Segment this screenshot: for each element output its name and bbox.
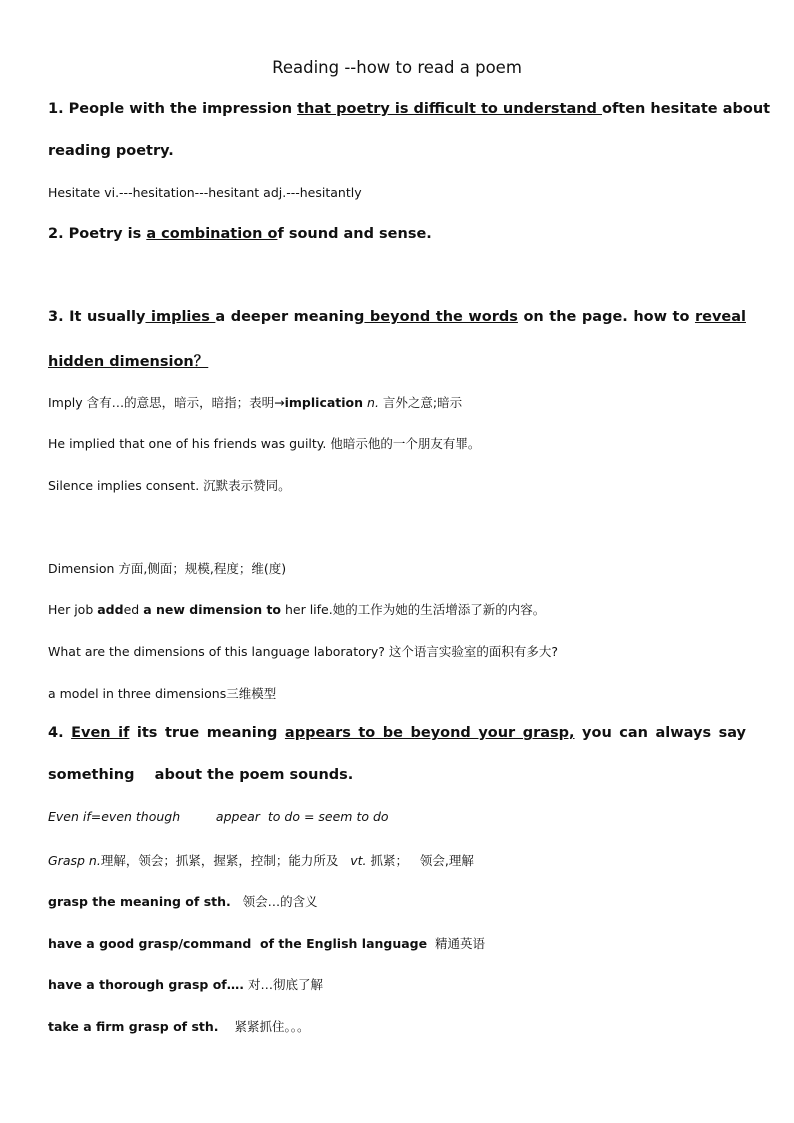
underlined-phrase: hidden dimension？ <box>48 354 209 370</box>
grasp-phrase-4 <box>48 1017 746 1035</box>
underlined-phrase: implies <box>145 309 216 325</box>
text-run: its true meaning <box>129 725 285 741</box>
sentence-3-line-2 <box>48 350 746 371</box>
dimension-example-1 <box>48 600 746 618</box>
sentence-3-line-1 <box>48 309 746 325</box>
text-run: 2. Poetry is <box>48 226 147 242</box>
dimension-definition: Dimension 方面,侧面；规模,程度；维(度) <box>48 561 287 576</box>
underlined-phrase: reveal <box>694 309 746 325</box>
dimension-example-3: a model in three dimensions三维模型 <box>48 686 277 701</box>
grasp-phrase-2 <box>48 934 746 952</box>
sentence-1-line-2: reading poetry. <box>48 143 174 159</box>
text-run: often hesitate about <box>602 101 771 117</box>
page-title: Reading --how to read a poem <box>272 58 522 77</box>
text-run: 1. People with the impression <box>48 101 298 117</box>
translation: 紧紧抓住。。。 <box>218 1019 310 1034</box>
text-run: her life.她的工作为她的生活增添了新的内容。 <box>281 602 546 617</box>
text-run: 抓紧； 领会,理解 <box>366 853 474 868</box>
pos-label: n. <box>363 395 379 410</box>
pos-label: vt. <box>350 853 367 868</box>
imply-example-1: He implied that one of his friends was guilty. 他暗示他的一个朋友有罪。 <box>48 436 481 451</box>
translation: 精通英语 <box>427 936 486 951</box>
imply-definition <box>48 393 746 411</box>
bold-phrase: have a thorough grasp of…. <box>48 977 244 992</box>
imply-example-2: Silence implies consent. 沉默表示赞同。 <box>48 478 291 493</box>
bold-word: add <box>97 602 124 617</box>
headword: Grasp n. <box>48 853 101 868</box>
grasp-phrase-1 <box>48 892 746 910</box>
underlined-phrase: appears to be beyond your grasp, <box>284 725 575 741</box>
text-run: Her job <box>48 602 98 617</box>
text-run: 理解，领会；抓紧，握紧，控制；能力所及 <box>100 853 351 868</box>
underlined-phrase: Even if <box>71 725 130 741</box>
sentence-4-line-2: something about the poem sounds. <box>48 767 354 783</box>
translation: 对…彻底了解 <box>243 977 323 992</box>
bold-word: implication <box>284 395 364 410</box>
bold-phrase: grasp the meaning of sth. <box>48 894 231 909</box>
text-run: you can always say <box>574 725 746 741</box>
grasp-phrase-3 <box>48 975 746 993</box>
grasp-definition <box>48 851 746 869</box>
text-run: ed <box>123 602 144 617</box>
bold-phrase: a new dimension to <box>143 602 282 617</box>
text-run: on the page. how to <box>517 309 695 325</box>
hesitate-note: Hesitate vi.---hesitation---hesitant adj.---hesitantly <box>48 185 362 200</box>
translation: 领会…的含义 <box>230 894 318 909</box>
underlined-phrase: beyond the words <box>364 309 518 325</box>
text-run: f sound and sense. <box>277 226 432 242</box>
bold-phrase: have a good grasp/command of the English language <box>48 936 428 951</box>
even-if-note: Even if=even though appear to do = seem to do <box>48 809 389 824</box>
text-run: 3. It usually <box>48 309 146 325</box>
underlined-phrase: that poetry is difficult to understand <box>297 101 602 117</box>
text-run: Imply 含有…的意思，暗示，暗指；表明→ <box>48 395 285 410</box>
text-run: 4. <box>48 725 72 741</box>
text-run: 言外之意;暗示 <box>378 395 463 410</box>
sentence-1-line-1 <box>48 101 771 117</box>
bold-phrase: take a firm grasp of sth. <box>48 1019 219 1034</box>
underlined-phrase: a combination o <box>146 226 278 242</box>
sentence-2 <box>48 226 746 242</box>
sentence-4-line-1 <box>48 725 746 741</box>
dimension-example-2: What are the dimensions of this language laboratory? 这个语言实验室的面积有多大? <box>48 644 559 659</box>
text-run: a deeper meaning <box>215 309 365 325</box>
